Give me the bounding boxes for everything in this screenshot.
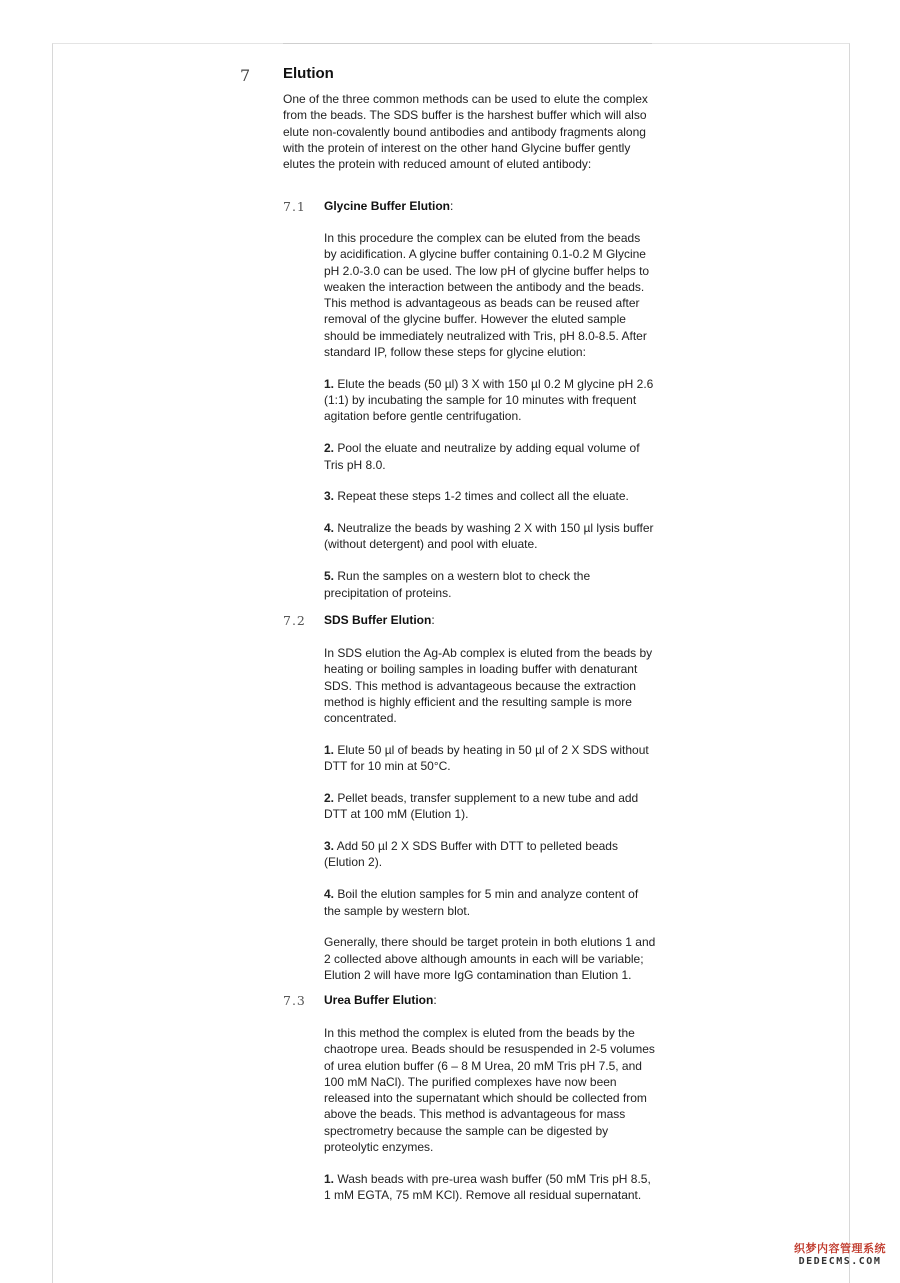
step-item: 2. Pool the eluate and neutralize by adding equal volume of Tris pH 8.0.: [324, 441, 640, 472]
watermark-cn: 织梦内容管理系统: [794, 1243, 886, 1255]
subsection-number: 7.3: [283, 993, 306, 1008]
step-item: 2. Pellet beads, transfer supplement to a new tube and add DTT at 100 mM (Elution 1).: [324, 791, 639, 822]
paragraph: In this method the complex is eluted from the beads by the chaotrope urea. Beads should be resuspended in 2-5 volumes of urea elution buffer (6 – 8 M Urea, 20 mM Tris pH 7.5, and 100 mM NaCl). The purified complexes have now been released into the supernatant which should be collected from above the beads. This method is advantageous for mass spectrometry because the sample can be digested by proteolytic enzymes.: [324, 1026, 655, 1155]
step-item: 3. Add 50 µl 2 X SDS Buffer with DTT to pelleted beads (Elution 2).: [324, 839, 618, 870]
step-item: 1. Elute 50 µl of beads by heating in 50 µl of 2 X SDS without DTT for 10 min at 50°C.: [324, 742, 649, 774]
step-item: 4. Boil the elution samples for 5 min and analyze content of the sample by western blot.: [324, 887, 639, 918]
subsection-title: Glycine Buffer Elution:: [324, 199, 454, 213]
step-item: 5. Run the samples on a western blot to check the precipitation of proteins.: [324, 569, 591, 600]
watermark-en: DEDECMS.COM: [798, 1256, 882, 1267]
subsection-title: SDS Buffer Elution:: [324, 613, 435, 627]
paragraph: In SDS elution the Ag-Ab complex is eluted from the beads by heating or boiling samples in loading buffer with denaturant SDS. This method is advantageous because the extraction method is highly efficient and the resulting sample is more concentrated.: [324, 646, 653, 726]
watermark: [790, 1240, 890, 1267]
subsection-body: [324, 645, 656, 999]
step-item: 1. Elute the beads (50 µl) 3 X with 150 µl 0.2 M glycine pH 2.6 (1:1) by incubating the sample for 10 minutes with frequent agitation before gentle centrifugation.: [324, 376, 654, 424]
subsection-number: 7.1: [283, 199, 306, 214]
section-title: Elution: [283, 65, 334, 82]
top-rule: [283, 43, 652, 44]
subsection-body: [324, 230, 656, 616]
subsection-number: 7.2: [283, 613, 306, 628]
section-number: 7: [240, 66, 251, 85]
subsection-title: Urea Buffer Elution:: [324, 993, 437, 1007]
paragraph: In this procedure the complex can be eluted from the beads by acidification. A glycine buffer containing 0.1-0.2 M Glycine pH 2.0-3.0 can be used. The low pH of glycine buffer helps to weaken the interaction between the antibody and the beads. This method is advantageous as beads can be reused after removal of the glycine buffer. However the eluted sample should be immediately neutralized with Tris, pH 8.0-8.5. After standard IP, follow these steps for glycine elution:: [324, 231, 650, 360]
paragraph: Generally, there should be target protein in both elutions 1 and 2 collected above although amounts in each will be variable; Elution 2 will have more IgG contamination than Elution 1.: [324, 935, 656, 982]
section-intro: One of the three common methods can be used to elute the complex from the beads. The SDS buffer is the harshest buffer which will also elute non-covalently bound antibodies and antibody fragments along with the protein of interest on the other hand Glycine buffer gently elutes the protein with reduced amount of eluted antibody:: [283, 92, 648, 172]
step-item: 3. Repeat these steps 1-2 times and collect all the eluate.: [324, 489, 629, 504]
subsection-body: [324, 1025, 656, 1219]
step-item: 4. Neutralize the beads by washing 2 X with 150 µl lysis buffer (without detergent) and pool with eluate.: [324, 521, 654, 552]
step-item: 1. Wash beads with pre-urea wash buffer (50 mM Tris pH 8.5, 1 mM EGTA, 75 mM KCl). Remove all residual supernatant.: [324, 1171, 651, 1203]
